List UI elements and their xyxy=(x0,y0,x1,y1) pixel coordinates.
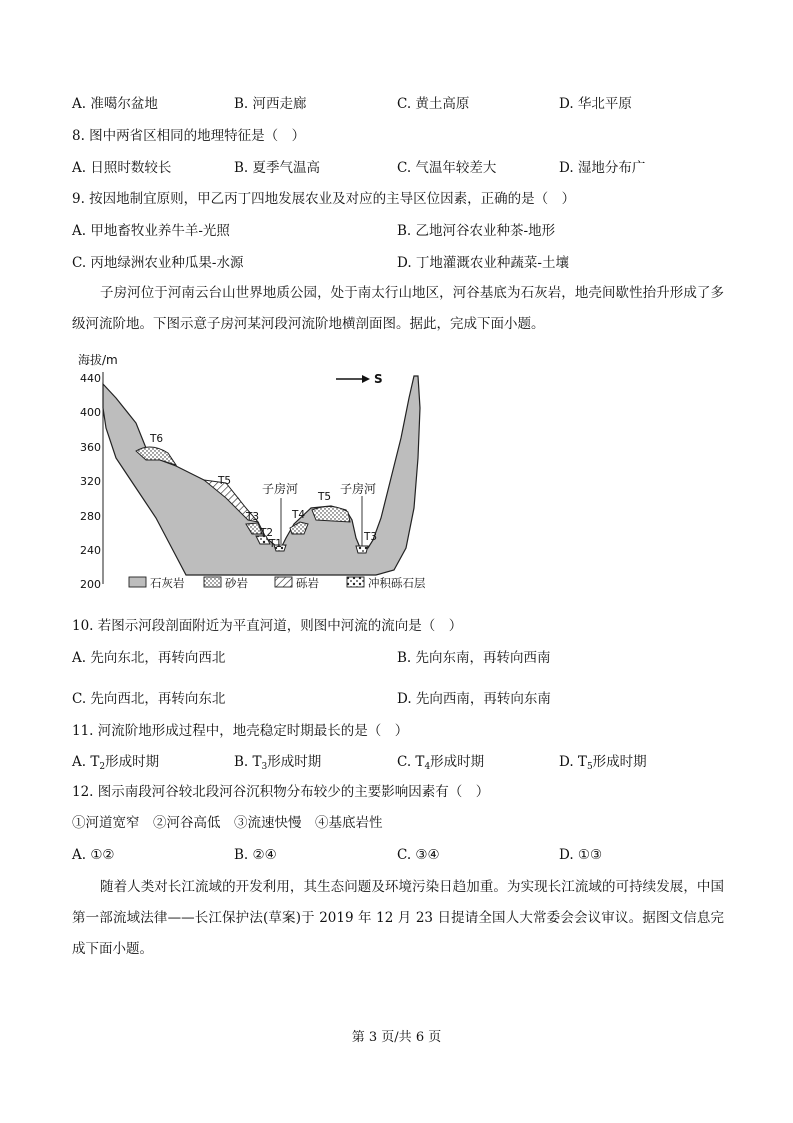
q11-stem: 11. 河流阶地形成过程中，地壳稳定时期最长的是（ ） xyxy=(72,723,409,739)
legend-conglomerate: 砾岩 xyxy=(296,576,319,590)
intro-paragraph-2: 随着人类对长江流域的开发利用，其生态问题及环境污染日趋加重。为实现长江流域的可持续发展，中国第一部流域法律——长江保护法(草案)于 2019 年 12 月 23 日提请全国人大常委会会议审议。据图文信息完成下面小题。 xyxy=(72,879,724,957)
q10-option-a: A. 先向东北，再转向西北 xyxy=(72,650,226,666)
q12-factors: ①河道宽窄 ②河谷高低 ③流速快慢 ④基底岩性 xyxy=(72,815,383,831)
legend-swatch-gravel xyxy=(347,577,364,587)
q9-option-c: C. 丙地绿洲农业种瓜果-水源 xyxy=(72,255,244,271)
q9-option-d: D. 丁地灌溉农业种蔬菜-土壤 xyxy=(397,255,569,271)
q12-option-a: A. ①② xyxy=(72,847,115,863)
y-tick-200: 200 xyxy=(80,578,101,591)
legend-limestone: 石灰岩 xyxy=(150,576,185,590)
t5-right-sandstone xyxy=(312,506,350,522)
y-tick-360: 360 xyxy=(80,441,101,454)
terrace-label-t1: T1 xyxy=(269,538,283,550)
q8-stem: 8. 图中两省区相同的地理特征是（ ） xyxy=(72,128,306,144)
q10-option-b: B. 先向东南，再转向西南 xyxy=(397,650,551,666)
direction-label: S xyxy=(374,372,383,386)
legend-swatch-conglomerate xyxy=(275,577,292,587)
q8-option-d: D. 湿地分布广 xyxy=(559,160,646,176)
q8-option-c: C. 气温年较差大 xyxy=(397,160,497,176)
legend-swatch-limestone xyxy=(129,577,146,587)
terrace-label-t5-left: T5 xyxy=(218,475,232,487)
q12-stem: 12. 图示南段河谷较北段河谷沉积物分布较少的主要影响因素有（ ） xyxy=(72,784,490,800)
terrace-label-t2: T2 xyxy=(260,527,274,539)
q10-option-d: D. 先向西南，再转向东南 xyxy=(397,691,551,707)
q12-option-d: D. ①③ xyxy=(559,847,603,863)
y-tick-320: 320 xyxy=(80,475,101,488)
q8-option-a: A. 日照时数较长 xyxy=(72,160,172,176)
y-tick-280: 280 xyxy=(80,510,101,523)
q7-option-c: C. 黄土高原 xyxy=(397,96,470,112)
q10-stem: 10. 若图示河段剖面附近为平直河道，则图中河流的流向是（ ） xyxy=(72,618,463,634)
q10-option-c: C. 先向西北，再转向东北 xyxy=(72,691,226,707)
q11-option-a: A. $T_2$形成时期 xyxy=(72,754,160,772)
legend-gravel: 冲积砾石层 xyxy=(368,576,426,590)
terrace-profile-figure xyxy=(76,348,456,598)
legend-swatch-sandstone xyxy=(204,577,221,587)
q11-option-d: D. $T_5$形成时期 xyxy=(559,754,647,772)
q11-option-b: B. $T_3$形成时期 xyxy=(234,754,322,772)
terrace-label-t3-left: T3 xyxy=(246,511,260,523)
river-label-left: 子房河 xyxy=(262,482,299,496)
limestone-body xyxy=(103,376,420,575)
q9-stem: 9. 按因地制宜原则，甲乙丙丁四地发展农业及对应的主导区位因素，正确的是（ ） xyxy=(72,191,576,207)
page-footer: 第 3 页/共 6 页 xyxy=(351,1030,442,1045)
q11-option-c: C. $T_4$形成时期 xyxy=(397,754,485,772)
q7-option-d: D. 华北平原 xyxy=(559,96,632,112)
terrace-label-t3-right: T3 xyxy=(364,531,378,543)
q8-option-b: B. 夏季气温高 xyxy=(234,160,321,176)
terrace-label-t6: T6 xyxy=(150,433,164,445)
y-axis-label: 海拔/m xyxy=(78,353,118,367)
q12-option-c: C. ③④ xyxy=(397,847,440,863)
y-tick-400: 400 xyxy=(80,406,101,419)
legend-sandstone: 砂岩 xyxy=(225,576,248,590)
q7-option-a: A. 准噶尔盆地 xyxy=(72,96,158,112)
q9-option-b: B. 乙地河谷农业种茶-地形 xyxy=(397,223,556,239)
terrace-label-t5-right: T5 xyxy=(318,491,332,503)
y-tick-440: 440 xyxy=(80,372,101,385)
arrow-head-icon xyxy=(362,375,370,383)
t3-right-gravel xyxy=(356,546,368,553)
intro-paragraph-1: 子房河位于河南云台山世界地质公园，处于南太行山地区，河谷基底为石灰岩，地壳间歇性抬升形成了多级河流阶地。下图示意子房河某河段河流阶地横剖面图。据此，完成下面小题。 xyxy=(72,285,724,332)
q12-option-b: B. ②④ xyxy=(234,847,277,863)
river-label-right: 子房河 xyxy=(340,482,377,496)
y-tick-240: 240 xyxy=(80,544,101,557)
q9-option-a: A. 甲地畜牧业养牛羊-光照 xyxy=(72,223,230,239)
q7-option-b: B. 河西走廊 xyxy=(234,96,307,112)
terrace-label-t4: T4 xyxy=(292,509,306,521)
